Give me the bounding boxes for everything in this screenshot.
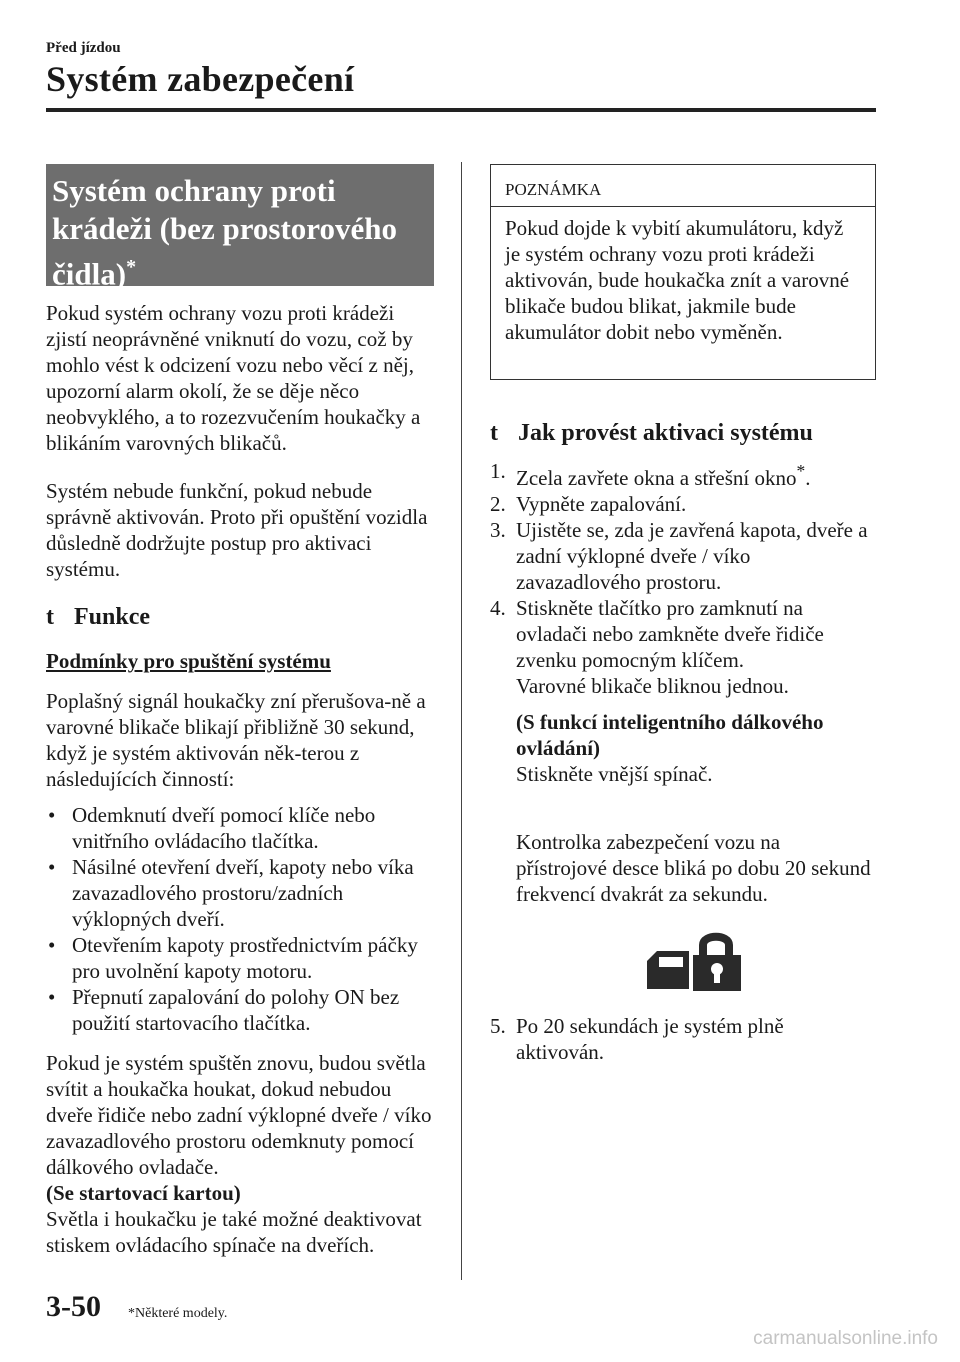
step-number: 1. — [490, 459, 506, 483]
step-item — [490, 458, 876, 491]
heading-marker-icon: t — [46, 604, 54, 630]
step-item — [490, 491, 876, 517]
step-text: Po 20 sekundách je systém plně aktivován. — [516, 1014, 784, 1064]
indicator-icon-wrap — [490, 931, 876, 995]
activation-heading-text: Jak provést aktivaci systému — [518, 420, 813, 446]
bullet-icon: • — [48, 855, 56, 879]
function-heading — [46, 604, 434, 630]
card-heading: (Se startovací kartou) — [46, 1181, 241, 1205]
trigger-list — [46, 802, 434, 1036]
bullet-icon: • — [48, 933, 56, 957]
section-title-box — [46, 164, 434, 292]
activation-heading — [490, 420, 876, 446]
step-number: 5. — [490, 1014, 506, 1038]
list-item — [46, 854, 434, 932]
step-item — [490, 1013, 876, 1065]
step-text: Vypněte zapalování. — [516, 492, 687, 516]
step-item — [490, 595, 876, 699]
note-box — [490, 164, 876, 380]
bullet-icon: • — [48, 985, 56, 1009]
restart-paragraph: Pokud je systém spuštěn znovu, budou světla svítit a houkačka houkat, dokud nebudou dveře řidiče nebo zadní výklopné dveře / víko zavazadlového prostoru odemknuty pomocí dálkového ovladače. — [46, 1051, 432, 1179]
conditions-paragraph: Poplašný signál houkačky zní přerušova-ně a varovné blikače blikají přibližně 30 sekund, když je systém aktivován něk-terou z následujících činností: — [46, 689, 426, 791]
activation-steps — [490, 458, 876, 699]
left-column — [46, 164, 434, 1258]
section-title-line-3 — [52, 248, 424, 293]
footnote-mark: * — [796, 461, 806, 481]
intro-paragraph: Pokud systém ochrany vozu proti krádeži zjistí neoprávněné vniknutí do vozu, což by mohlo vést k odcizení vozu nebo věcí z něj, upozorní alarm okolí, že se děje něco neobvyklého, a to rozezvučením houkačky a blikáním varovných blikačů. — [46, 301, 421, 455]
smart-key-block — [490, 709, 876, 787]
section-title-text: čidla) — [52, 256, 127, 292]
breadcrumb: Před jízdou — [46, 40, 121, 56]
list-item-text: Odemknutí dveří pomocí klíče nebo vnitřního ovládacího tlačítka. — [72, 803, 376, 853]
right-column — [490, 164, 876, 1065]
step-number: 2. — [490, 492, 506, 516]
list-item-text: Násilné otevření dveří, kapoty nebo víka zavazadlového prostoru/zadních výklopných dveří. — [72, 855, 414, 931]
section-title-line-1: Systém ochrany proti — [52, 173, 336, 208]
page-number: 3-50 — [46, 1290, 101, 1323]
step-text: Ujistěte se, zda je zavřená kapota, dveře a zadní výklopné dveře / víko zavazadlového prostoru. — [516, 518, 868, 594]
heading-marker-icon: t — [490, 420, 498, 446]
intro-paragraph-2: Systém nebude funkční, pokud nebude správně aktivován. Proto při opuštění vozidla důsledně dodržujte postup pro aktivaci systému. — [46, 479, 428, 581]
smart-key-heading: (S funkcí inteligentního dálkového ovládání) — [516, 710, 824, 760]
indicator-text: Kontrolka zabezpečení vozu na přístrojové desce bliká po dobu 20 sekund frekvencí dvakrát za sekundu. — [516, 830, 871, 906]
bullet-icon: • — [48, 803, 56, 827]
indicator-block — [490, 829, 876, 907]
section-title-line-2: krádeži (bez prostorového — [52, 211, 397, 246]
step-number: 3. — [490, 518, 506, 542]
note-text: Pokud dojde k vybití akumulátoru, když je systém ochrany vozu proti krádeži aktivován, bude houkačka znít a varovné blikače budou blikat, jakmile bude akumulátor dobit nebo vyměněn. — [505, 216, 850, 344]
list-item — [46, 802, 434, 854]
step-item — [490, 517, 876, 595]
card-paragraph: Světla i houkačku je také možné deaktivovat stiskem ovládacího spínače na dveřích. — [46, 1207, 422, 1257]
list-item — [46, 932, 434, 984]
function-heading-text: Funkce — [74, 604, 151, 630]
list-item-text: Otevřením kapoty prostřednictvím páčky pro uvolnění kapoty motoru. — [72, 933, 418, 983]
step-text: Zcela zavřete okna a střešní okno — [516, 466, 797, 490]
car-lock-icon — [643, 931, 749, 995]
page-title: Systém zabezpečení — [46, 59, 355, 99]
list-item — [46, 984, 434, 1036]
footnote-mark: * — [126, 256, 137, 278]
note-heading: POZNÁMKA — [491, 165, 875, 207]
step-text-end: . — [805, 466, 811, 490]
step-number: 4. — [490, 596, 506, 620]
step-subtext: Varovné blikače bliknou jednou. — [516, 674, 789, 698]
title-rule — [46, 108, 876, 112]
footnote: *Některé modely. — [128, 1306, 228, 1321]
list-item-text: Přepnutí zapalování do polohy ON bez použití startovacího tlačítka. — [72, 985, 400, 1035]
column-divider — [461, 162, 462, 1280]
activation-steps-final — [490, 1013, 876, 1065]
smart-key-text: Stiskněte vnější spínač. — [516, 762, 713, 786]
conditions-heading: Podmínky pro spuštění systému — [46, 649, 331, 673]
watermark: carmanualsonline.info — [753, 1328, 938, 1349]
step-text: Stiskněte tlačítko pro zamknutí na ovladači nebo zamkněte dveře řidiče zvenku pomocným klíčem. — [516, 596, 824, 672]
